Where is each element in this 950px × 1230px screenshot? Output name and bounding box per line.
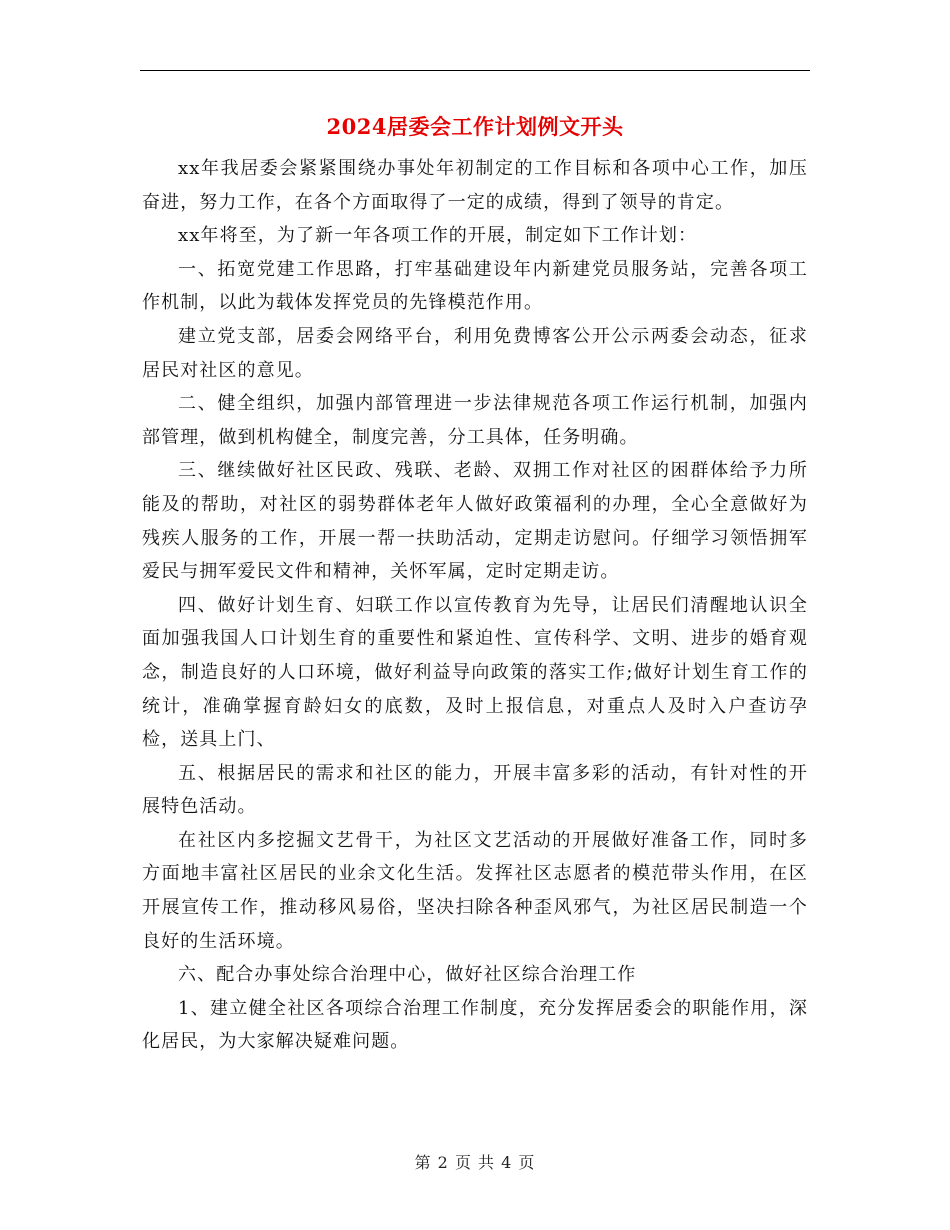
paragraph-plan-lead: xx年将至，为了新一年各项工作的开展，制定如下工作计划：	[178, 225, 698, 247]
paragraph-item-1-detail: 建立党支部，居委会网络平台，利用免费博客公开公示两委会动态，征求居民对社区的意见。	[142, 325, 808, 381]
paragraph-item-5-detail: 在社区内多挖掘文艺骨干，为社区文艺活动的开展做好准备工作，同时多方面地丰富社区居民的业余文化生活。发挥社区志愿者的模范带头作用，在区开展宣传工作，推动移风易俗，坚决扫除各种歪风邪气，为社区居民制造一个良好的生活环境。	[142, 829, 808, 952]
document-title: 2024居委会工作计划例文开头	[326, 114, 624, 139]
paragraph-item-6: 六、配合办事处综合治理中心，做好社区综合治理工作	[178, 964, 637, 986]
paragraph-item-4: 四、做好计划生育、妇联工作以宣传教育为先导，让居民们清醒地认识全面加强我国人口计划生育的重要性和紧迫性、宣传科学、文明、进步的婚育观念，制造良好的人口环境，做好利益导向政策的落实工作;做好计划生育工作的统计，准确掌握育龄妇女的底数，及时上报信息，对重点人及时入户查访孕检，送具上门、	[142, 594, 808, 751]
page-number-label: 第 2 页 共 4 页	[414, 1153, 536, 1172]
header-rule	[140, 70, 810, 71]
paragraph-intro: xx年我居委会紧紧围绕办事处年初制定的工作目标和各项中心工作，加压奋进，努力工作，在各个方面取得了一定的成绩，得到了领导的肯定。	[142, 158, 808, 213]
paragraph-item-6-1: 1、建立健全社区各项综合治理工作制度，充分发挥居委会的职能作用，深化居民，为大家解决疑难问题。	[142, 997, 808, 1053]
paragraph-item-3: 三、继续做好社区民政、残联、老龄、双拥工作对社区的困群体给予力所能及的帮助，对社区的弱势群体老年人做好政策福利的办理，全心全意做好为残疾人服务的工作，开展一帮一扶助活动，定期走访慰问。仔细学习领悟拥军爱民与拥军爱民文件和精神，关怀军属，定时定期走访。	[142, 460, 808, 583]
page-footer	[140, 1152, 810, 1174]
paragraph-item-1: 一、拓宽党建工作思路，打牢基础建设年内新建党员服务站，完善各项工作机制，以此为载体发挥党员的先锋模范作用。	[142, 258, 808, 314]
paragraph-item-5: 五、根据居民的需求和社区的能力，开展丰富多彩的活动，有针对性的开展特色活动。	[142, 762, 808, 818]
document-body	[142, 152, 808, 1059]
paragraph-item-2: 二、健全组织，加强内部管理进一步法律规范各项工作运行机制，加强内部管理，做到机构健全，制度完善，分工具体，任务明确。	[142, 393, 808, 448]
